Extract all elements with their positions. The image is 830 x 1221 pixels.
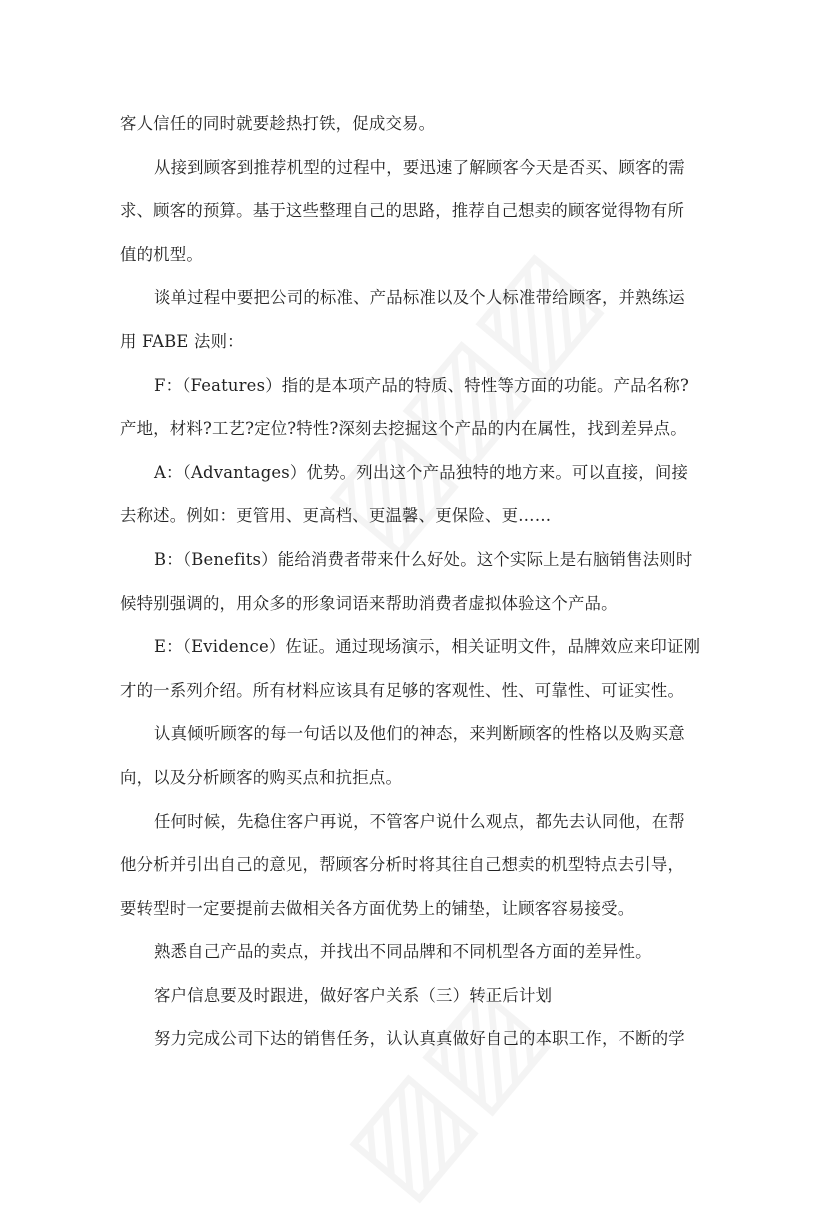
text-line: 要转型时一定要提前去做相关各方面优势上的铺垫，让顾客容易接受。 bbox=[120, 898, 635, 918]
text-line: 向，以及分析顾客的购买点和抗拒点。 bbox=[120, 767, 403, 787]
text-line: 谈单过程中要把公司的标准、产品标准以及个人标准带给顾客，并熟练运 bbox=[154, 288, 685, 308]
text-line: E：（Evidence）佐证。通过现场演示，相关证明文件，品牌效应来印证刚 bbox=[154, 637, 701, 657]
text-line: 努力完成公司下达的销售任务，认认真真做好自己的本职工作，不断的学 bbox=[154, 1029, 685, 1049]
text-line: 才的一系列介绍。所有材料应该具有足够的客观性、性、可靠性、可证实性。 bbox=[120, 680, 685, 700]
text-line: 从接到顾客到推荐机型的过程中，要迅速了解顾客今天是否买、顾客的需 bbox=[154, 157, 685, 177]
text-line: 求、顾客的预算。基于这些整理自己的思路，推荐自己想卖的顾客觉得物有所 bbox=[120, 201, 685, 221]
text-line: 他分析并引出自己的意见，帮顾客分析时将其往自己想卖的机型特点去引导， bbox=[120, 855, 685, 875]
text-line: 去称述。例如：更管用、更高档、更温馨、更保险、更…… bbox=[120, 506, 552, 526]
text-line: 熟悉自己产品的卖点，并找出不同品牌和不同机型各方面的差异性。 bbox=[154, 942, 652, 962]
text-line: A：（Advantages）优势。列出这个产品独特的地方来。可以直接，间接 bbox=[154, 462, 689, 482]
text-line: 用 FABE 法则： bbox=[120, 331, 244, 351]
document-body bbox=[120, 102, 720, 1061]
text-line: 客人信任的同时就要趁热打铁，促成交易。 bbox=[120, 114, 436, 133]
text-line: 产地，材料?工艺?定位?特性?深刻去挖掘这个产品的内在属性，找到差异点。 bbox=[120, 419, 687, 439]
text-line: 值的机型。 bbox=[120, 244, 203, 264]
text-line: 客户信息要及时跟进，做好客户关系（三）转正后计划 bbox=[154, 985, 553, 1005]
text-line: 任何时候，先稳住客户再说，不管客户说什么观点，都先去认同他，在帮 bbox=[154, 811, 685, 831]
text-line: F：（Features）指的是本项产品的特质、特性等方面的功能。产品名称? bbox=[154, 375, 689, 395]
text-line: 认真倾听顾客的每一句话以及他们的神态，来判断顾客的性格以及购买意 bbox=[154, 724, 685, 744]
text-line: 候特别强调的，用众多的形象词语来帮助消费者虚拟体验这个产品。 bbox=[120, 593, 618, 613]
text-line: B：（Benefits）能给消费者带来什么好处。这个实际上是右脑销售法则时 bbox=[154, 549, 693, 569]
